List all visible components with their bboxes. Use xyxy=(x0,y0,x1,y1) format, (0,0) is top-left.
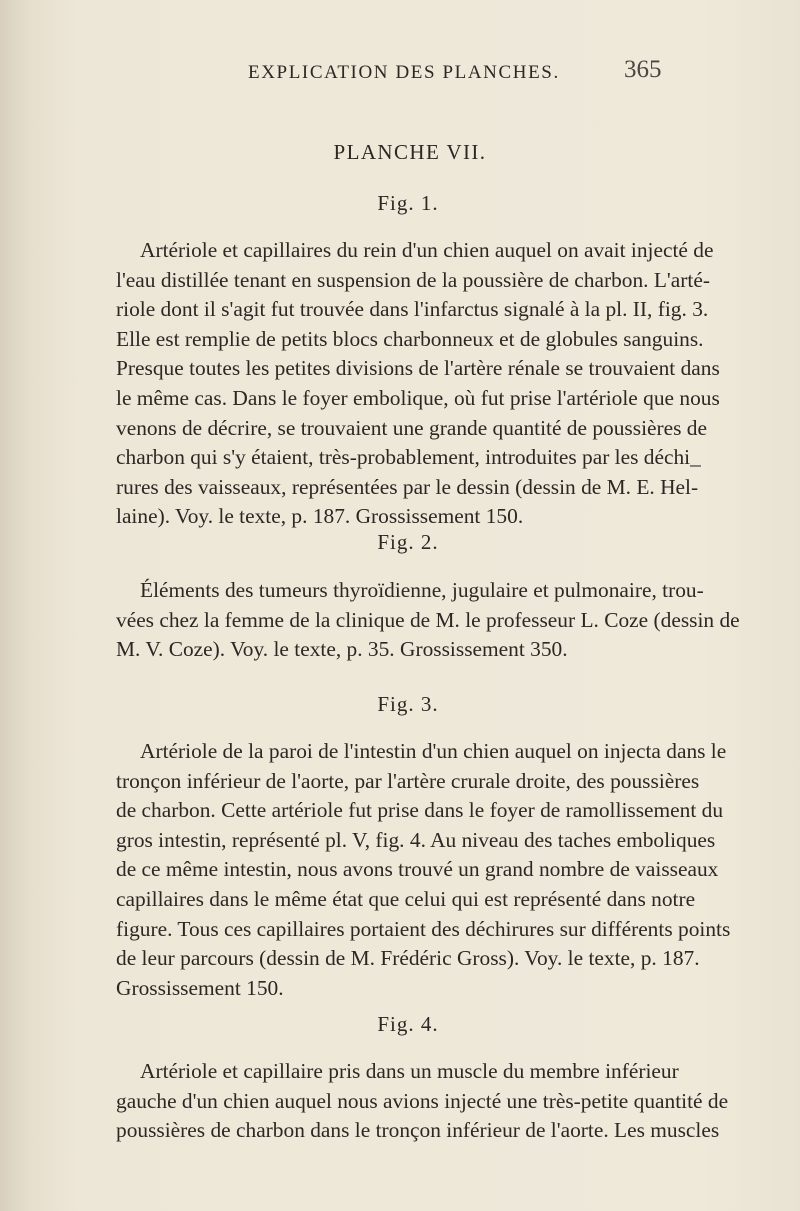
figure-caption-1 xyxy=(116,236,720,532)
figure-heading-3: Fig. 3. xyxy=(377,692,439,716)
caption-line: Artériole de la paroi de l'intestin d'un chien auquel on injecta dans le xyxy=(140,739,727,763)
caption-line: capillaires dans le même état que celui qui est représenté dans notre xyxy=(116,886,696,911)
caption-line: Artériole et capillaires du rein d'un chien auquel on avait injecté de xyxy=(140,238,714,262)
figure-caption-2 xyxy=(116,576,740,665)
caption-line: riole dont il s'agit fut trouvée dans l'infarctus signalé à la pl. II, fig. 3. xyxy=(116,297,709,322)
caption-line: vées chez la femme de la clinique de M. le professeur L. Coze (dessin de xyxy=(116,607,740,632)
figure-caption-4 xyxy=(116,1057,729,1146)
caption-line: poussières de charbon dans le tronçon inférieur de l'aorte. Les muscles xyxy=(116,1118,720,1143)
caption-line: gauche d'un chien auquel nous avions injecté une très-petite quantité de xyxy=(116,1088,729,1113)
caption-line: Elle est remplie de petits blocs charbonneux et de globules sanguins. xyxy=(116,326,704,351)
figure-heading-1: Fig. 1. xyxy=(377,191,439,215)
page-number: 365 xyxy=(624,56,662,83)
caption-line: le même cas. Dans le foyer embolique, où fut prise l'artériole que nous xyxy=(116,385,720,410)
caption-line: charbon qui s'y étaient, très-probablement, introduites par les déchi_ xyxy=(116,445,701,470)
caption-line: de ce même intestin, nous avons trouvé un grand nombre de vaisseaux xyxy=(116,857,719,882)
caption-line: figure. Tous ces capillaires portaient des déchirures sur différents points xyxy=(116,916,731,941)
caption-line: venons de décrire, se trouvaient une grande quantité de poussières de xyxy=(116,415,707,440)
caption-line: Presque toutes les petites divisions de l'artère rénale se trouvaient dans xyxy=(116,356,720,381)
caption-line: rures des vaisseaux, représentées par le dessin (dessin de M. E. Hel- xyxy=(116,474,699,499)
caption-line: M. V. Coze). Voy. le texte, p. 35. Grossissement 350. xyxy=(116,637,568,662)
caption-line: Grossissement 150. xyxy=(116,975,284,1000)
caption-line: Éléments des tumeurs thyroïdienne, jugulaire et pulmonaire, trou- xyxy=(140,578,704,602)
figure-heading-2: Fig. 2. xyxy=(377,530,439,554)
caption-line: de leur parcours (dessin de M. Frédéric Gross). Voy. le texte, p. 187. xyxy=(116,946,700,971)
caption-line: gros intestin, représenté pl. V, fig. 4. Au niveau des taches emboliques xyxy=(116,827,716,852)
running-header xyxy=(0,56,800,90)
running-title: EXPLICATION DES PLANCHES. xyxy=(248,62,560,83)
figure-caption-3 xyxy=(116,737,731,1003)
caption-line: l'eau distillée tenant en suspension de la poussière de charbon. L'arté- xyxy=(116,267,710,292)
caption-line: laine). Voy. le texte, p. 187. Grossissement 150. xyxy=(116,504,524,529)
caption-line: tronçon inférieur de l'aorte, par l'artère crurale droite, des poussières xyxy=(116,768,700,793)
plate-title: PLANCHE VII. xyxy=(333,140,487,164)
caption-line: Artériole et capillaire pris dans un muscle du membre inférieur xyxy=(140,1059,679,1083)
caption-line: de charbon. Cette artériole fut prise dans le foyer de ramollissement du xyxy=(116,798,724,823)
figure-heading-4: Fig. 4. xyxy=(377,1012,439,1036)
